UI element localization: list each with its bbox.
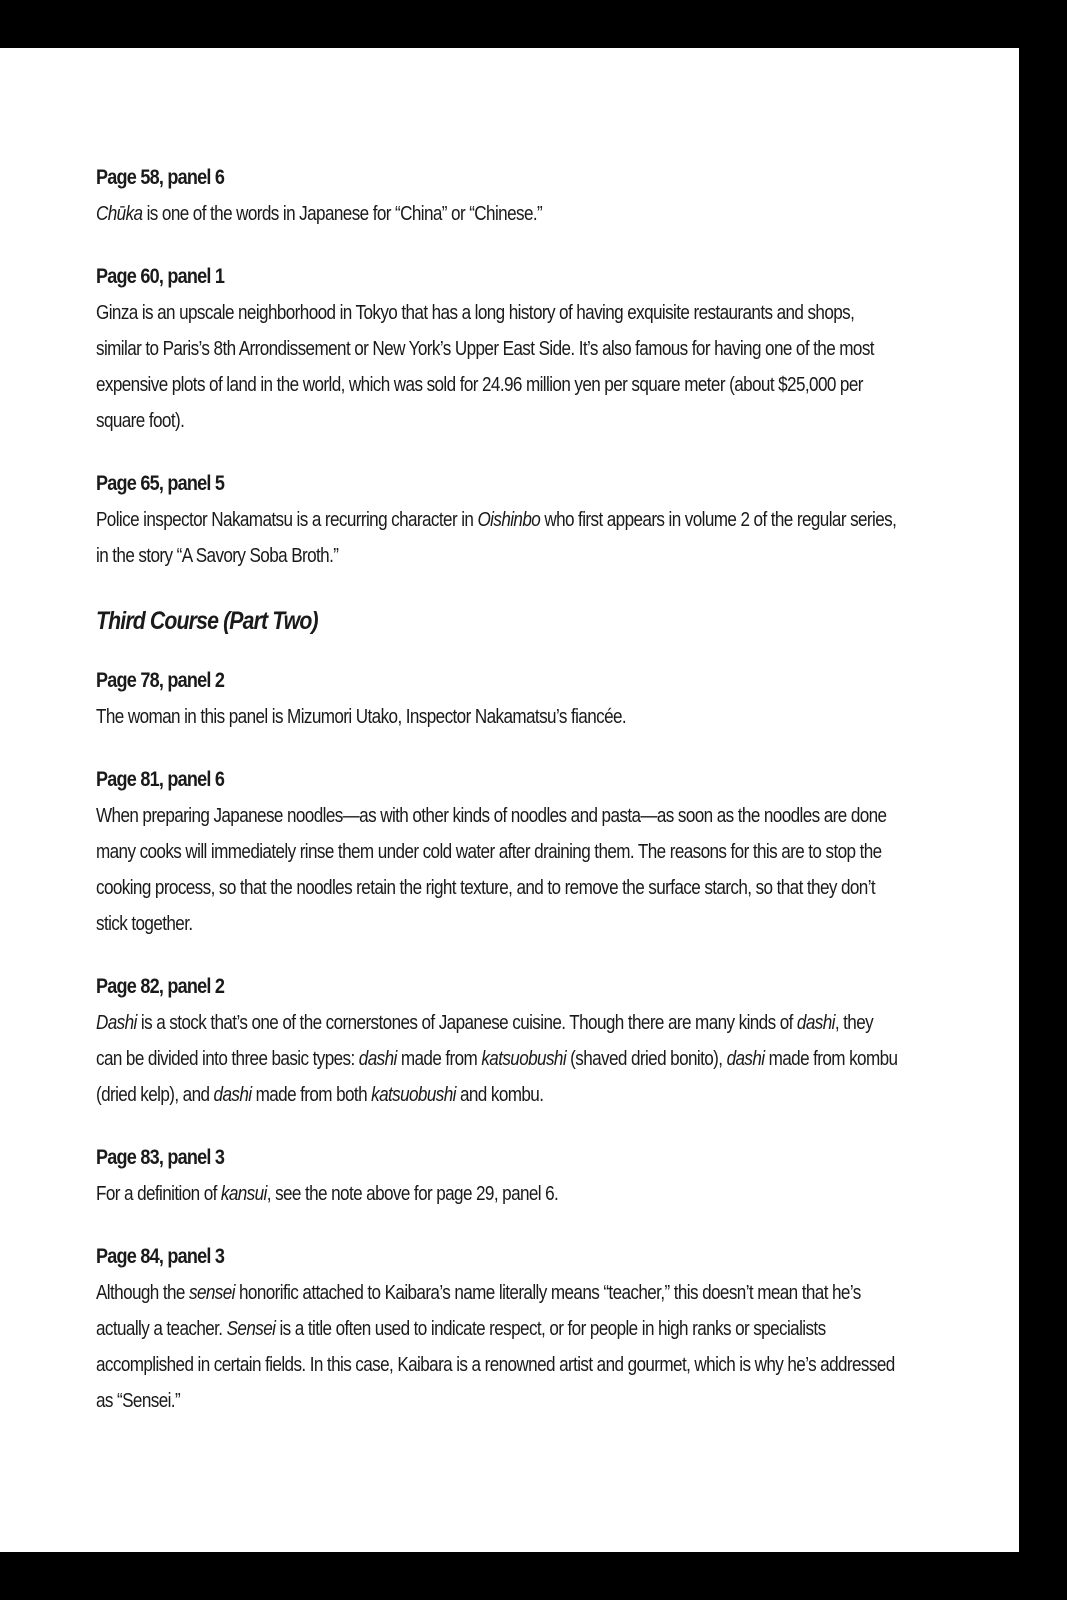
body-text: is a title often used to indicate respect, or for people in high ranks or specialists accomplished in certain fields. In this case, Kaibara is a renowned artist and gourmet, which is why he’s addressed as “Sensei.” <box>96 1318 895 1412</box>
body-text: and kombu. <box>455 1084 544 1106</box>
body-text: For a definition of <box>96 1183 221 1205</box>
note-body <box>96 699 900 735</box>
body-text: made from <box>396 1048 482 1070</box>
italic-term: sensei <box>189 1282 235 1304</box>
body-text: made from kombu (dried kelp), and <box>96 1048 898 1106</box>
italic-term: dashi <box>796 1012 835 1034</box>
note-title: Page 60, panel 1 <box>96 265 225 288</box>
note-title: Page 82, panel 2 <box>96 975 225 998</box>
notes-group-before-section <box>96 160 899 574</box>
body-text: (shaved dried bonito), <box>566 1048 727 1070</box>
body-text: Police inspector Nakamatsu is a recurring character in <box>96 509 478 531</box>
body-text: is one of the words in Japanese for “China” or “Chinese.” <box>142 203 543 225</box>
note-body <box>96 1176 900 1212</box>
italic-term: katsuobushi <box>481 1048 567 1070</box>
book-page <box>0 48 1019 1552</box>
italic-term: dashi <box>726 1048 765 1070</box>
note <box>96 1239 899 1419</box>
note <box>96 762 899 942</box>
note-title: Page 83, panel 3 <box>96 1146 225 1169</box>
body-text: made from both <box>251 1084 372 1106</box>
italic-term: dashi <box>213 1084 252 1106</box>
note-title: Page 65, panel 5 <box>96 472 225 495</box>
body-text: Although the <box>96 1282 190 1304</box>
note-body <box>96 196 900 232</box>
italic-term: katsuobushi <box>371 1084 456 1106</box>
note <box>96 969 899 1113</box>
note-body <box>96 1275 900 1419</box>
body-text: When preparing Japanese noodles—as with other kinds of noodles and pasta—as soon as the noodles are done many cooks will immediately rinse them under cold water after draining them. The reasons for this are to stop the cooking process, so that the noodles retain the right texture, and to remove the surface starch, so that they don’t stick together. <box>96 805 887 935</box>
note-body <box>96 1005 900 1113</box>
italic-term: dashi <box>358 1048 397 1070</box>
notes-group-after-section <box>96 663 899 1419</box>
note-title: Page 78, panel 2 <box>96 669 225 692</box>
note-body <box>96 798 900 942</box>
italic-term: Oishinbo <box>477 509 541 531</box>
body-text: Ginza is an upscale neighborhood in Tokyo that has a long history of having exquisite restaurants and shops, similar to Paris’s 8th Arrondissement or New York’s Upper East Side. It’s also famous for having one of the most expensive plots of land in the world, which was sold for 24.96 million yen per square meter (about $25,000 per square foot). <box>96 302 874 432</box>
note <box>96 259 899 439</box>
note <box>96 466 899 574</box>
body-text: who first appears in volume 2 of the regular series, in the story “A Savory Soba Broth.” <box>96 509 897 567</box>
note-title: Page 84, panel 3 <box>96 1245 225 1268</box>
section-heading: Third Course (Part Two) <box>96 607 318 635</box>
note-title: Page 81, panel 6 <box>96 768 225 791</box>
body-text: , they can be divided into three basic types: <box>96 1012 874 1070</box>
italic-term: kansui <box>220 1183 267 1205</box>
note-body <box>96 502 900 574</box>
body-text: honorific attached to Kaibara’s name literally means “teacher,” this doesn’t mean that he’s actually a teacher. <box>96 1282 861 1340</box>
body-text: The woman in this panel is Mizumori Utako, Inspector Nakamatsu’s fiancée. <box>96 706 627 728</box>
italic-term: Dashi <box>96 1012 137 1034</box>
note-body <box>96 295 900 439</box>
note <box>96 663 899 735</box>
note <box>96 1140 899 1212</box>
body-text: is a stock that’s one of the cornerstones of Japanese cuisine. Though there are many kinds of <box>136 1012 797 1034</box>
italic-term: Sensei <box>226 1318 276 1340</box>
italic-term: Chūka <box>96 203 143 225</box>
body-text: , see the note above for page 29, panel 6. <box>266 1183 559 1205</box>
note-title: Page 58, panel 6 <box>96 166 225 189</box>
note <box>96 160 899 232</box>
